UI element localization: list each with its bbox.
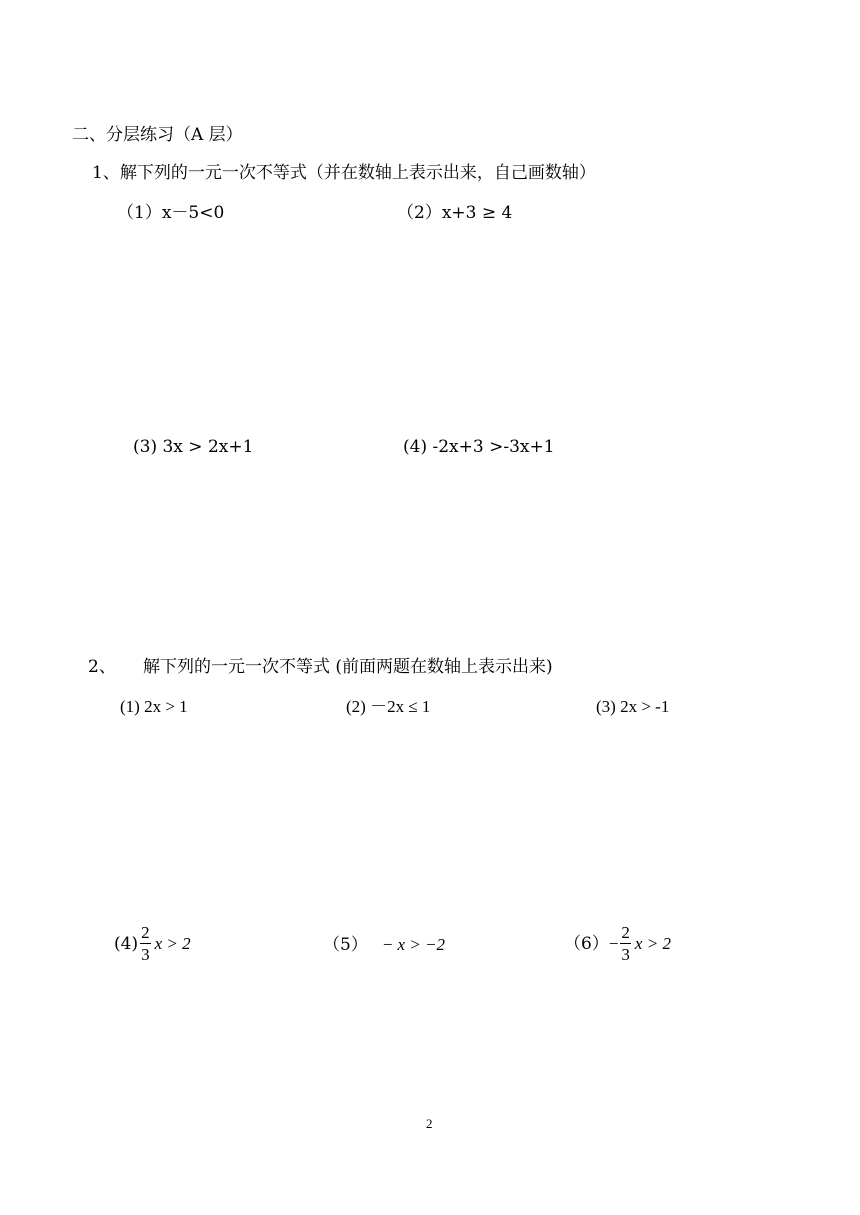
fraction-numerator: 2 xyxy=(621,923,630,942)
fraction-numerator: 2 xyxy=(141,923,150,942)
q2-item-5-expr: − x > −2 xyxy=(381,935,446,954)
q2-item-6-rest: x > 2 xyxy=(634,933,671,953)
q2-item-2: (2) －2x ≤ 1 xyxy=(346,697,431,716)
q1-title: 1、解下列的一元一次不等式（并在数轴上表示出来，自己画数轴） xyxy=(92,163,596,183)
fraction-denominator: 3 xyxy=(621,945,630,964)
q1-item-1: （1）x－5<0 xyxy=(117,203,225,223)
q2-item-6-label: （6） xyxy=(564,933,609,954)
q2-item-6-sign: − xyxy=(608,933,619,953)
fraction xyxy=(620,924,631,963)
q1-item-2: （2）x+3 ≥ 4 xyxy=(397,203,513,223)
q2-item-5 xyxy=(323,935,445,955)
q2-item-4 xyxy=(114,924,191,963)
fraction xyxy=(140,924,151,963)
section-title: 二、分层练习（A 层） xyxy=(72,125,243,145)
q2-item-4-rest: x > 2 xyxy=(154,933,191,953)
q2-item-1: (1) 2x > 1 xyxy=(120,697,188,716)
q2-item-6 xyxy=(564,924,671,963)
q2-title: 解下列的一元一次不等式 (前面两题在数轴上表示出来) xyxy=(143,657,553,677)
q2-item-3: (3) 2x > -1 xyxy=(596,697,670,716)
q2-item-5-label: （5） xyxy=(323,935,368,955)
q1-item-4: (4) -2x+3 >-3x+1 xyxy=(403,437,555,457)
q1-item-3: (3) 3x > 2x+1 xyxy=(133,437,254,457)
page-number: 2 xyxy=(426,1116,433,1131)
fraction-denominator: 3 xyxy=(141,945,150,964)
q2-item-4-label: (4) xyxy=(114,933,139,954)
q2-number: 2、 xyxy=(88,657,116,677)
